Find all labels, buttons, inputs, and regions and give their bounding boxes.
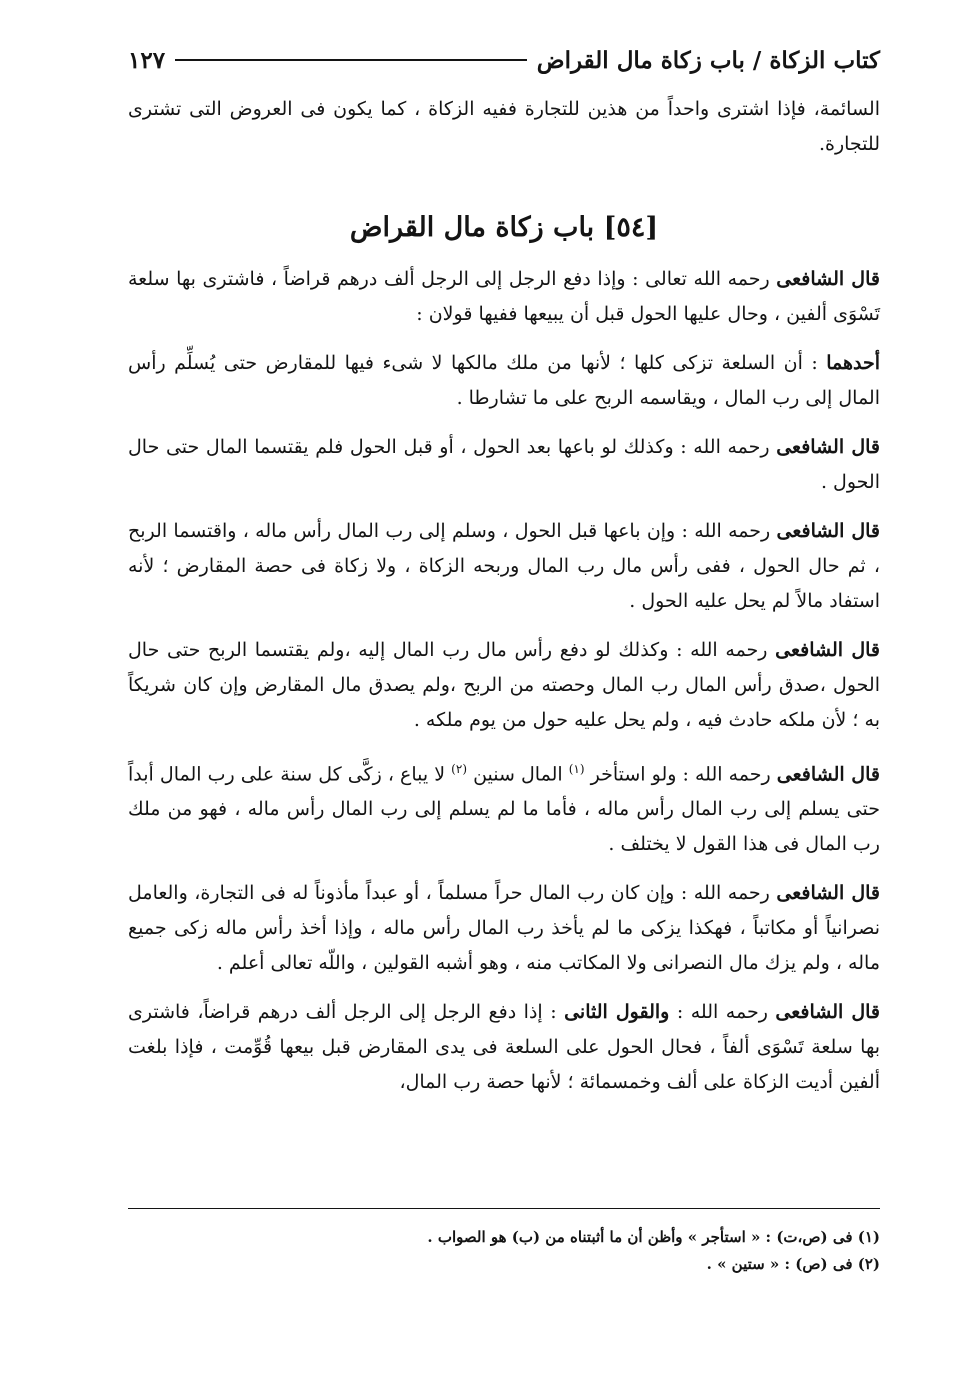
paragraph	[128, 262, 880, 332]
paragraph-lead: قال الشافعى	[776, 268, 880, 290]
paragraph	[128, 514, 880, 619]
paragraph-text: رحمه الله : وإن كان رب المال حراً مسلماً ، أو عبداً مأذوناً له فى التجارة، والعامل نصرانياً أو مكاتباً ، فهكذا يزكى ما لم يأخذ رب المال رأس ماله ، وإذا أخذ رأس ماله زكى جميع ماله ، ولم يزك مال النصرانى ولا المكاتب منه ، وهو أشبه القولين ، واللّه تعالى أعلم .	[128, 882, 880, 975]
paragraph	[128, 995, 880, 1100]
continuation-paragraph: السائمة، فإذا اشترى واحداً من هذين للتجارة ففيه الزكاة ، كما يكون فى العروض التى تشترى للتجارة.	[128, 98, 880, 155]
running-title: كتاب الزكاة / باب زكاة مال القراض	[536, 46, 880, 74]
paragraph	[128, 633, 880, 738]
page-body	[128, 92, 880, 1100]
paragraph	[128, 430, 880, 500]
chapter-title: [٥٤] باب زكاة مال القراض	[349, 212, 659, 243]
paragraph	[128, 752, 880, 862]
paragraph-lead: قال الشافعى	[776, 763, 880, 786]
footnotes	[128, 1224, 880, 1278]
paragraph-text: رحمه الله : وكذلك لو دفع رأس مال رب المال إليه ،ولم يقتسما الربح حتى حال الحول ،صدق رأس المال رب المال وحصته من الربح ،ولم يصدق مال المقارض وإن كان شريكاً به ؛ لأن ملكه حادث فيه ، ولم يحل عليه حول من يوم ملكه .	[128, 639, 880, 731]
page-number: ١٢٧	[128, 46, 166, 74]
paragraph-lead: أحدهما	[826, 352, 880, 374]
page-header	[128, 40, 880, 80]
footnote-rule	[128, 1208, 880, 1209]
paragraph-text: رحمه الله : وإن باعها قبل الحول ، وسلم إلى رب المال رأس ماله ، واقتسما الربح ، ثم حال الحول ، ففى رأس مال رب المال وربحه الزكاة ، ولا زكاة فى حصة المقارض ؛ لأنه استفاد مالاً لم يحل عليه الحول .	[128, 520, 880, 612]
header-rule	[175, 59, 527, 61]
paragraph-text: رحمه الله تعالى : وإذا دفع الرجل إلى الرجل ألف درهم قراضاً ، فاشترى بها سلعة تَسْوَى ألفين ، وحال عليها الحول قبل أن يبيعها ففيها قولان :	[128, 268, 880, 325]
paragraph-text: رحمه الله : وكذلك لو باعها بعد الحول ، أو قبل الحول فلم يقتسما المال حتى حال الحول .	[128, 436, 880, 493]
footnote-ref-2: (٢)	[451, 762, 467, 776]
paragraph-text: المال سنين	[467, 763, 569, 786]
footnote-1: (١) فى (ص،ت) : « استأجر » وأظن أن ما أثبتناه من (ب) هو الصواب .	[427, 1228, 880, 1246]
paragraph-lead: قال الشافعى	[776, 436, 880, 458]
paragraph-lead: قال الشافعى	[776, 520, 880, 542]
paragraph	[128, 346, 880, 416]
paragraph-text: رحمه الله :	[669, 1001, 776, 1024]
paragraph-lead: قال الشافعى	[775, 639, 880, 661]
paragraph-text: : إذا دفع الرجل إلى الرجل ألف درهم قراضاً، فاشترى بها سلعة تَسْوَى ألفاً ، فحال الحول على السلعة فى يدى المقارض قبل بيعها قُوِّمت ، فإذا بلغت ألفين أديت الزكاة على ألف وخمسمائة ؛ لأنها حصة رب المال،	[128, 1001, 880, 1094]
paragraph-text: لا يباع ، زكَّى كل سنة على رب المال أبداً حتى يسلم إلى رب المال رأس ماله ، فأما ما لم يسلم إلى رب المال رأس ماله ، فهو من ملك رب المال فى هذا القول لا يختلف .	[128, 763, 880, 856]
footnote-ref-1: (١)	[568, 762, 585, 776]
paragraph-text: رحمه الله : ولو استأخر	[584, 763, 777, 786]
paragraph-lead: قال الشافعى	[776, 882, 880, 905]
paragraph	[128, 876, 880, 981]
footnote-2: (٢) فى (ص) : « ستين » .	[706, 1255, 880, 1273]
paragraph-lead-secondary: والقول الثانى	[564, 1001, 670, 1024]
paragraph-lead: قال الشافعى	[775, 1001, 881, 1024]
paragraph-text: : أن السلعة تزكى كلها ؛ لأنها من ملك مالكها لا شىء فيها للمقارض حتى يُسلِّم رأس المال إلى رب المال ، ويقاسمه الربح على ما تشارطا .	[128, 352, 880, 409]
